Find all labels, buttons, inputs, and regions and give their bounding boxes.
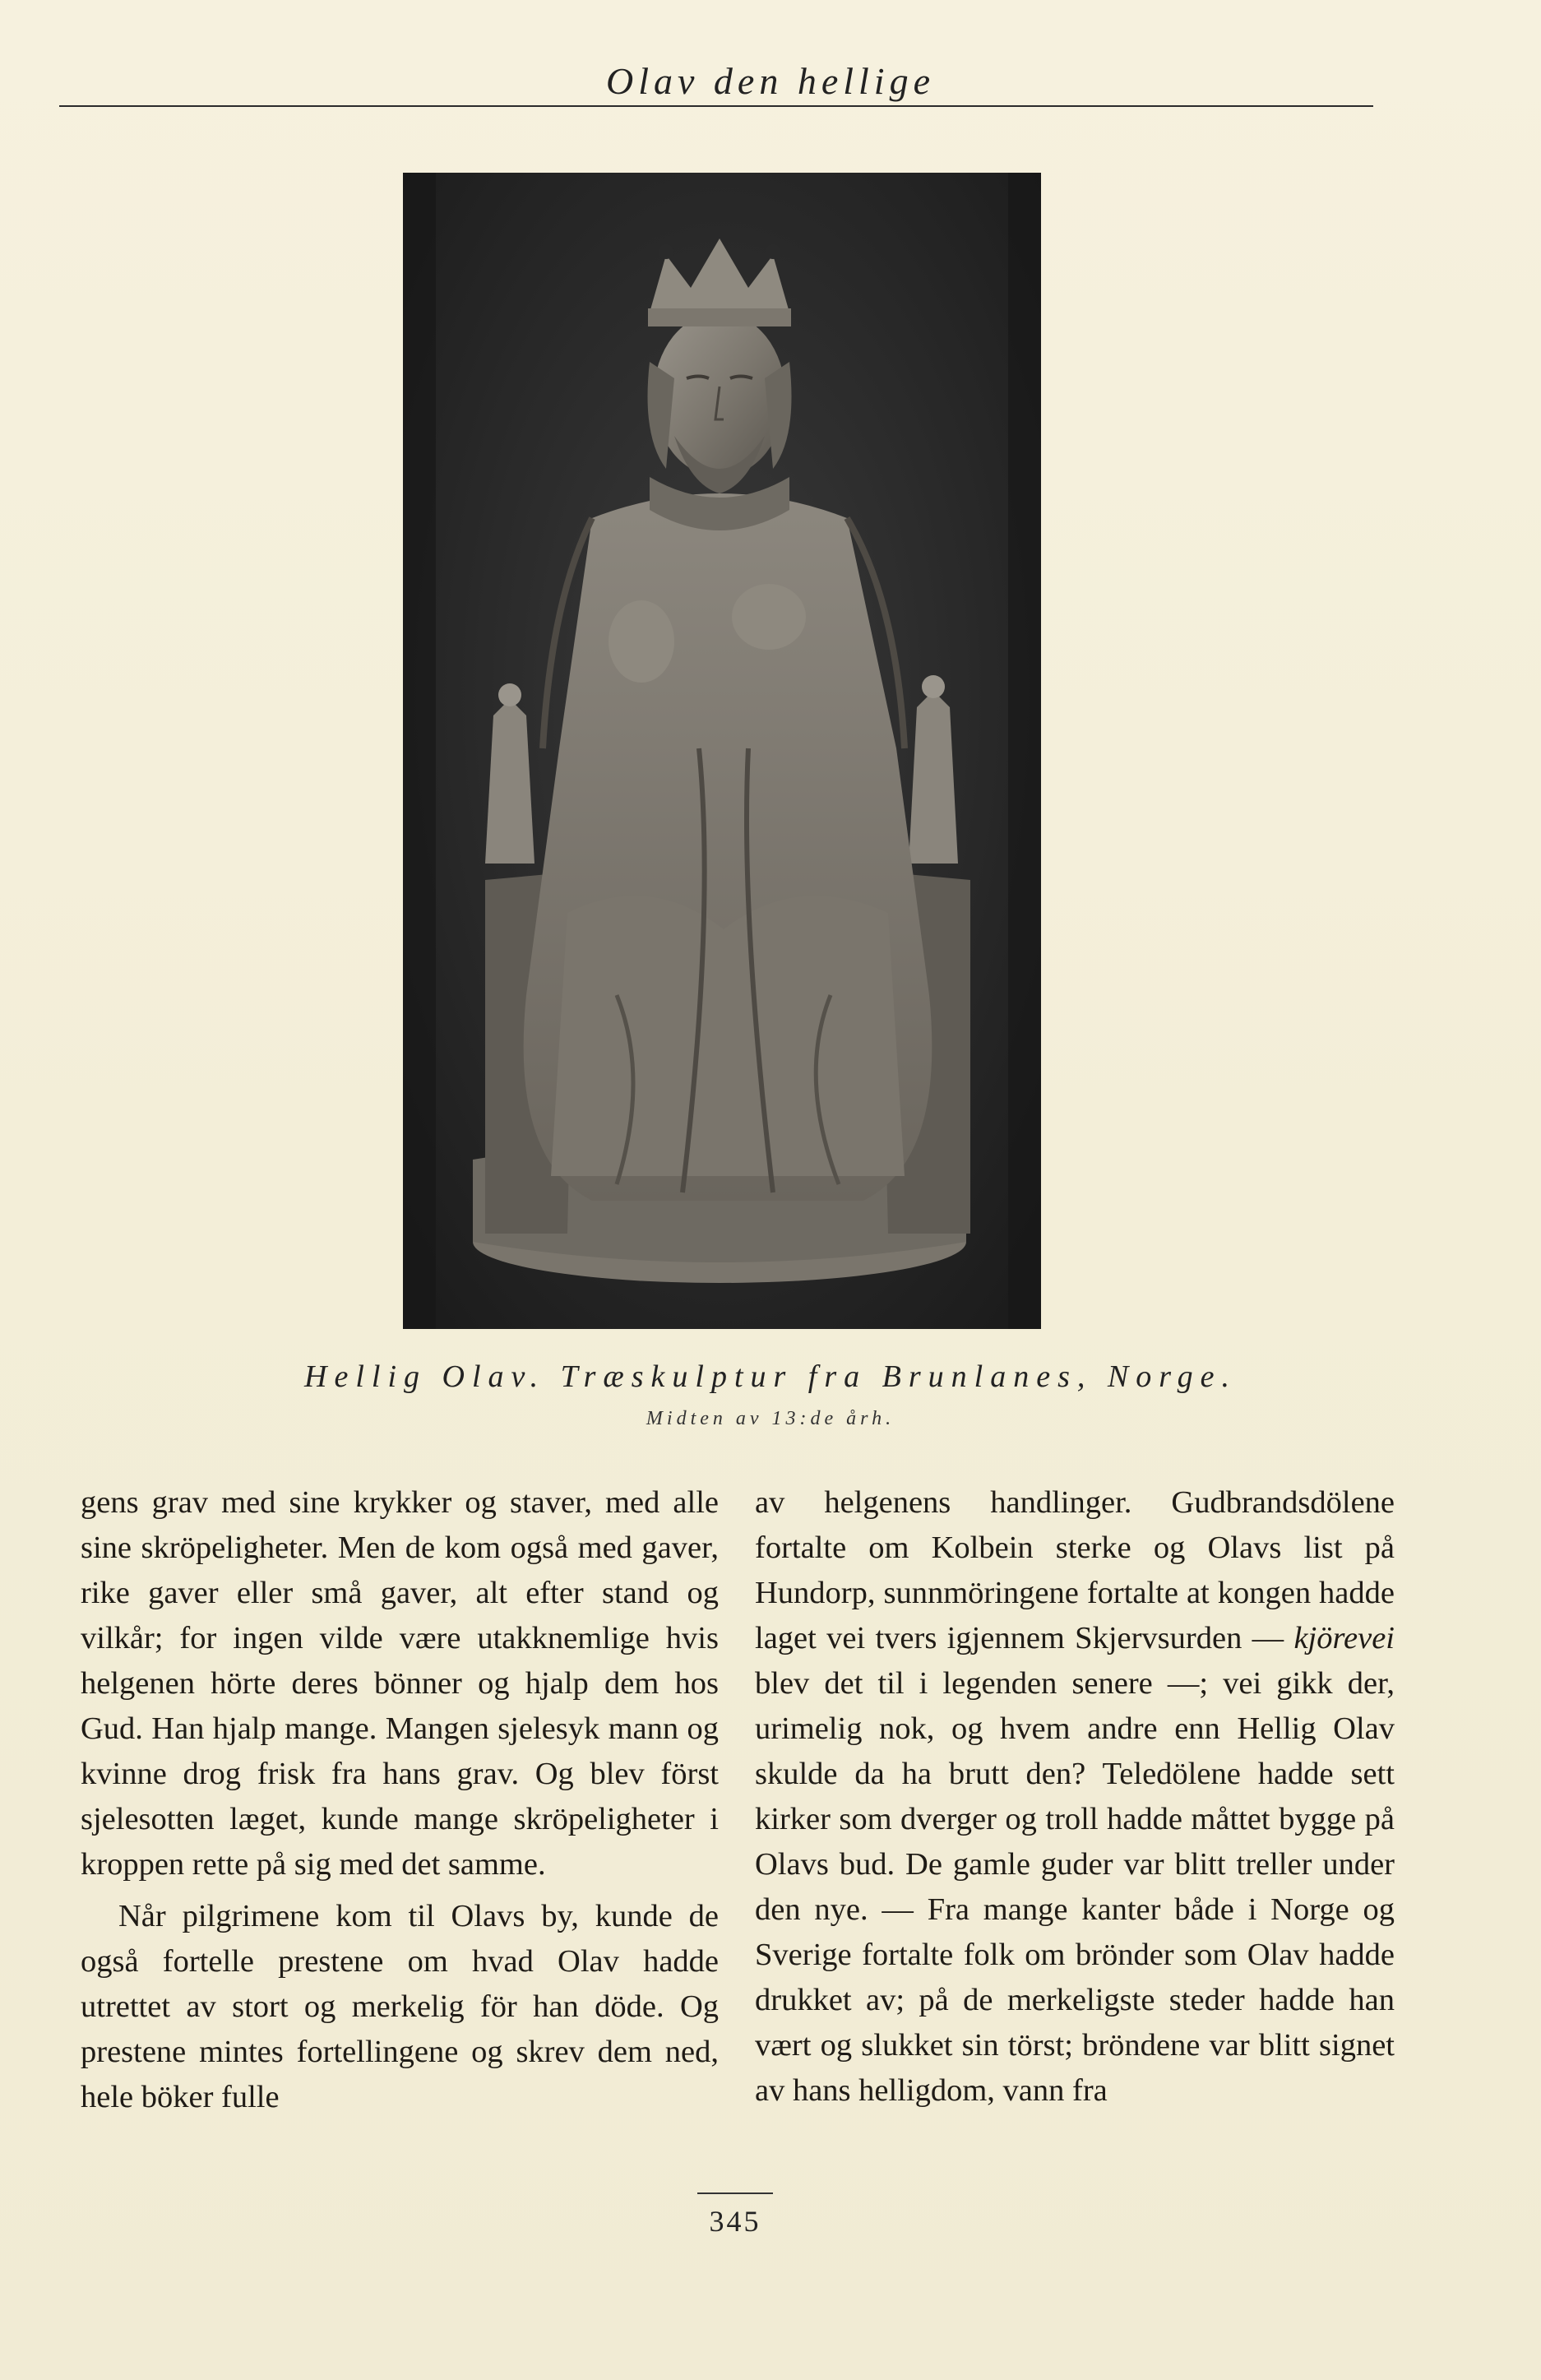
sculpture-image	[403, 173, 1041, 1329]
left-paragraph-2: Når pilgrimene kom til Olavs by, kunde de også fortelle prestene om hvad Olav hadde utrettet av stort og merkelig för han döde. Og prestene mintes fortellingene og skrev dem ned, hele böker fulle	[81, 1899, 719, 2114]
left-paragraph-1: gens grav med sine krykker og staver, med alle sine skröpeligheter. Men de kom også med gaver, rike gaver eller små gaver, alt efter stand og vilkår; for ingen vilde være utakknemlige hvis helgenen hörte deres bönner og hjalp dem hos Gud. Han hjalp mange. Mangen sjelesyk mann og kvinne drog frisk fra hans grav. Og blev först sjelesotten læget, kunde mange skröpeligheter i kroppen rette på sig med det samme.	[81, 1485, 719, 1882]
right-text-italic: kjörevei	[1293, 1621, 1395, 1655]
right-text-part-2: blev det til i legenden senere —; vei gikk der, urimelig nok, og hvem andre enn Hellig Olav skulde da ha brutt den? Teledölene hadde sett kirker som dverger og troll hadde måttet bygge på Olavs bud. De gamle guder var blitt treller under den nye. — Fra mange kanter både i Norge og Sverige fortalte folk om brönder som Olav hadde drukket av; på de merkeligste steder hadde han vært og slukket sin törst; bröndene var blitt signet av hans helligdom, vann fra	[755, 1666, 1395, 2108]
figure-caption: Hellig Olav. Træskulptur fra Brunlanes, Norge.	[304, 1359, 1237, 1394]
running-head: Olav den hellige	[605, 60, 935, 102]
page-number-rule	[697, 2192, 773, 2194]
page-number: 345	[709, 2205, 761, 2238]
header-rule	[59, 105, 1373, 107]
sculpture-photograph	[403, 173, 1041, 1329]
right-paragraph	[755, 1480, 1395, 2114]
left-column	[81, 1480, 719, 2120]
figure-subcaption: Midten av 13:de årh.	[646, 1408, 895, 1429]
right-text-part-1: av helgenens handlinger. Gudbrandsdölene fortalte om Kolbein sterke og Olavs list på Hundorp, sunnmöringene fortalte at kongen hadde laget vei tvers igjennem Skjervsurden —	[755, 1485, 1395, 1655]
right-column	[755, 1480, 1395, 2114]
